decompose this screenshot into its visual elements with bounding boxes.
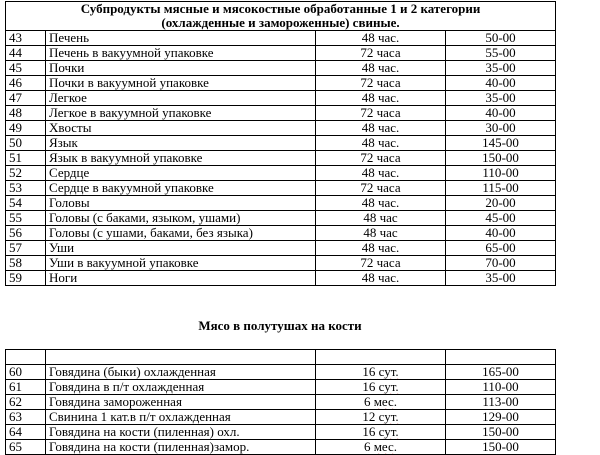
item-name: Свинина 1 кат.в п/т охлажденная	[46, 410, 316, 425]
table-row	[6, 166, 556, 181]
price: 20-00	[446, 196, 556, 211]
item-name: Почки в вакуумной упаковке	[46, 76, 316, 91]
shelf-life: 48 час.	[316, 91, 446, 106]
table-row	[6, 106, 556, 121]
table-row	[6, 31, 556, 46]
section-title	[6, 2, 556, 31]
item-name: Печень в вакуумной упаковке	[46, 46, 316, 61]
shelf-life: 6 мес.	[316, 440, 446, 455]
row-number: 47	[6, 91, 46, 106]
row-number: 57	[6, 241, 46, 256]
row-number: 61	[6, 380, 46, 395]
row-number: 63	[6, 410, 46, 425]
item-name: Сердце	[46, 166, 316, 181]
table-header-row	[6, 2, 556, 31]
price: 30-00	[446, 121, 556, 136]
price: 55-00	[446, 46, 556, 61]
meat-section-title: Мясо в полутушах на кости	[198, 318, 362, 333]
table-row	[6, 380, 556, 395]
row-number: 52	[6, 166, 46, 181]
section-title-line1: Субпродукты мясные и мясокостные обработанные 1 и 2 категории	[80, 1, 481, 16]
price: 40-00	[446, 226, 556, 241]
item-name: Головы (с баками, языком, ушами)	[46, 211, 316, 226]
table-row	[6, 425, 556, 440]
shelf-life: 72 часа	[316, 181, 446, 196]
table-top-spacer	[6, 350, 556, 365]
shelf-life: 72 часа	[316, 106, 446, 121]
item-name: Язык	[46, 136, 316, 151]
row-number: 50	[6, 136, 46, 151]
shelf-life: 48 час	[316, 211, 446, 226]
table-row	[6, 211, 556, 226]
price: 45-00	[446, 211, 556, 226]
table-row	[6, 395, 556, 410]
price: 40-00	[446, 76, 556, 91]
table-row	[6, 151, 556, 166]
item-name: Уши в вакуумной упаковке	[46, 256, 316, 271]
row-number: 60	[6, 365, 46, 380]
price: 40-00	[446, 106, 556, 121]
table-row	[6, 76, 556, 91]
item-name: Головы (с ушами, баками, без языка)	[46, 226, 316, 241]
row-number: 48	[6, 106, 46, 121]
price: 70-00	[446, 256, 556, 271]
item-name: Язык в вакуумной упаковке	[46, 151, 316, 166]
offal-price-table	[5, 1, 556, 286]
row-number: 64	[6, 425, 46, 440]
row-number: 43	[6, 31, 46, 46]
row-number: 56	[6, 226, 46, 241]
item-name: Говядина в п/т охлажденная	[46, 380, 316, 395]
row-number: 46	[6, 76, 46, 91]
table-row	[6, 241, 556, 256]
price: 35-00	[446, 91, 556, 106]
shelf-life: 12 сут.	[316, 410, 446, 425]
shelf-life: 6 мес.	[316, 395, 446, 410]
shelf-life: 72 часа	[316, 76, 446, 91]
shelf-life: 48 час.	[316, 31, 446, 46]
shelf-life: 72 часа	[316, 46, 446, 61]
price: 50-00	[446, 31, 556, 46]
item-name: Говядина замороженная	[46, 395, 316, 410]
shelf-life: 72 часа	[316, 256, 446, 271]
table-row	[6, 440, 556, 455]
price: 150-00	[446, 440, 556, 455]
item-name: Почки	[46, 61, 316, 76]
price: 129-00	[446, 410, 556, 425]
shelf-life: 48 час.	[316, 241, 446, 256]
item-name: Сердце в вакуумной упаковке	[46, 181, 316, 196]
table-row	[6, 226, 556, 241]
table-row	[6, 91, 556, 106]
shelf-life: 48 час	[316, 226, 446, 241]
item-name: Головы	[46, 196, 316, 211]
table-row	[6, 46, 556, 61]
price: 150-00	[446, 425, 556, 440]
table-row	[6, 256, 556, 271]
item-name: Печень	[46, 31, 316, 46]
row-number: 58	[6, 256, 46, 271]
meat-price-table	[5, 349, 556, 455]
price: 110-00	[446, 380, 556, 395]
shelf-life: 72 часа	[316, 151, 446, 166]
shelf-life: 48 час.	[316, 121, 446, 136]
table-row	[6, 271, 556, 286]
shelf-life: 48 час.	[316, 271, 446, 286]
row-number: 55	[6, 211, 46, 226]
row-number: 45	[6, 61, 46, 76]
shelf-life: 48 час.	[316, 136, 446, 151]
price: 150-00	[446, 151, 556, 166]
item-name: Говядина на кости (пиленная)замор.	[46, 440, 316, 455]
item-name: Легкое в вакуумной упаковке	[46, 106, 316, 121]
item-name: Легкое	[46, 91, 316, 106]
price: 110-00	[446, 166, 556, 181]
table-row	[6, 365, 556, 380]
price: 65-00	[446, 241, 556, 256]
item-name: Говядина (быки) охлажденная	[46, 365, 316, 380]
price: 145-00	[446, 136, 556, 151]
row-number: 51	[6, 151, 46, 166]
shelf-life: 16 сут.	[316, 365, 446, 380]
row-number: 49	[6, 121, 46, 136]
price: 35-00	[446, 61, 556, 76]
price: 35-00	[446, 271, 556, 286]
row-number: 44	[6, 46, 46, 61]
row-number: 53	[6, 181, 46, 196]
section-title-line2: (охлажденные и замороженные) свиные.	[161, 15, 400, 30]
price: 113-00	[446, 395, 556, 410]
item-name: Говядина на кости (пиленная) охл.	[46, 425, 316, 440]
table-row	[6, 181, 556, 196]
shelf-life: 48 час.	[316, 61, 446, 76]
row-number: 54	[6, 196, 46, 211]
table-row	[6, 121, 556, 136]
table-row	[6, 196, 556, 211]
price: 115-00	[446, 181, 556, 196]
shelf-life: 48 час.	[316, 166, 446, 181]
table-row	[6, 61, 556, 76]
shelf-life: 48 час.	[316, 196, 446, 211]
row-number: 65	[6, 440, 46, 455]
item-name: Ноги	[46, 271, 316, 286]
table-row	[6, 136, 556, 151]
price: 165-00	[446, 365, 556, 380]
item-name: Хвосты	[46, 121, 316, 136]
shelf-life: 16 сут.	[316, 380, 446, 395]
shelf-life: 16 сут.	[316, 425, 446, 440]
row-number: 59	[6, 271, 46, 286]
item-name: Уши	[46, 241, 316, 256]
table-row	[6, 410, 556, 425]
row-number: 62	[6, 395, 46, 410]
